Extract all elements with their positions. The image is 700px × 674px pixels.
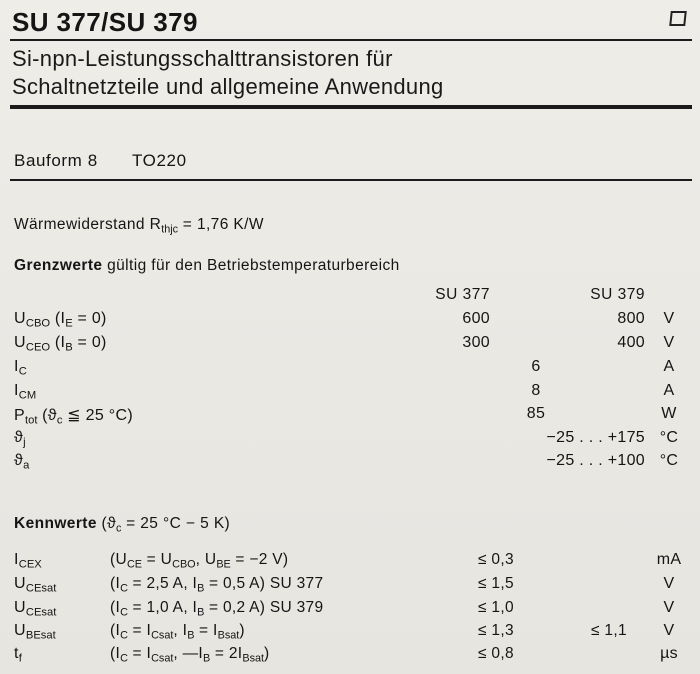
- param-symbol: $U_{BEsat}$: [14, 622, 56, 642]
- subtitle-line-2: Schaltnetzteile und allgemeine Anwendung: [12, 74, 444, 99]
- kennwerte-heading: [14, 515, 230, 534]
- value-shared: 8: [531, 382, 541, 399]
- value-su377: 300: [462, 334, 490, 351]
- page-title: SU 377/SU 379: [12, 7, 198, 37]
- divider: [10, 179, 692, 181]
- grenzwerte-heading-bold: Grenzwerte: [14, 257, 103, 274]
- grenzwerte-heading-rest: gültig für den Betriebstemperaturbereich: [102, 257, 400, 274]
- kennwerte-heading-rest: ($ϑ_c = 25$ °C − 5 K): [96, 515, 231, 535]
- value-shared: 85: [526, 405, 546, 422]
- param-symbol: $U_{CEO}$ $(I_B = 0)$: [14, 334, 107, 354]
- test-condition: ($I_C = I_{Csat}$, $—I_B = 2I_{Bsat}$): [110, 645, 270, 665]
- param-symbol: $ϑ_a$: [14, 452, 30, 472]
- subtitle-line-1: Si-npn-Leistungsschalttransistoren für: [12, 46, 393, 71]
- unit-label: A: [663, 382, 675, 399]
- value-range: −25 . . . +100: [546, 452, 645, 469]
- test-condition: ($I_C = I_{Csat}$, $I_B = I_{Bsat}$): [110, 622, 245, 642]
- unit-label: V: [663, 334, 675, 351]
- unit-label: °C: [659, 452, 679, 469]
- test-condition: ($I_C = 1,0$ A, $I_B = 0,2$ A) SU 379: [110, 599, 324, 619]
- column-header-su379: SU 379: [590, 286, 645, 303]
- table-row: [0, 405, 700, 427]
- value-su377: 600: [462, 310, 490, 327]
- unit-label: V: [663, 310, 675, 327]
- table-row: [0, 382, 700, 404]
- unit-label: A: [663, 358, 675, 375]
- table-row: [0, 310, 700, 332]
- divider-thick: [10, 105, 692, 109]
- column-header-su377: SU 377: [435, 286, 490, 303]
- unit-label: mA: [656, 551, 682, 568]
- unit-label: V: [663, 599, 675, 616]
- bauform-row: [14, 151, 187, 171]
- param-symbol: $t_f$: [14, 645, 22, 665]
- limit-value-1: ≤ 1,5: [478, 575, 514, 592]
- table-row: [0, 622, 700, 644]
- bauform-value: TO220: [132, 151, 187, 170]
- table-row: [0, 452, 700, 474]
- table-row: [0, 429, 700, 451]
- table-row: [0, 358, 700, 380]
- test-condition: ($I_C = 2,5$ A, $I_B = 0,5$ A) SU 377: [110, 575, 324, 595]
- param-symbol: $I_{CM}$: [14, 382, 37, 402]
- param-symbol: $I_{CEX}$: [14, 551, 42, 571]
- param-symbol: $U_{CEsat}$: [14, 575, 57, 595]
- divider: [10, 39, 692, 41]
- thermal-resistance-line: Wärmewiderstand $R_{thjc} = 1,76$ K/W: [14, 216, 264, 236]
- limit-value-1: ≤ 0,3: [478, 551, 514, 568]
- param-symbol: $ϑ_j$: [14, 429, 26, 449]
- param-symbol: $U_{CEsat}$: [14, 599, 57, 619]
- table-row: [0, 575, 700, 597]
- limit-value-1: ≤ 1,0: [478, 599, 514, 616]
- limit-value-2: ≤ 1,1: [591, 622, 627, 639]
- table-row: [0, 334, 700, 356]
- param-symbol: $U_{CBO}$ $(I_E = 0)$: [14, 310, 107, 330]
- unit-label: V: [663, 622, 675, 639]
- unit-label: W: [661, 405, 677, 422]
- unit-label: V: [663, 575, 675, 592]
- unit-label: °C: [659, 429, 679, 446]
- value-shared: 6: [531, 358, 541, 375]
- kennwerte-heading-bold: Kennwerte: [14, 515, 97, 532]
- table-row: [0, 599, 700, 621]
- table-row: [0, 551, 700, 573]
- grenzwerte-heading: [14, 257, 400, 275]
- value-range: −25 . . . +175: [546, 429, 645, 446]
- value-su379: 800: [617, 310, 645, 327]
- param-symbol: $P_{tot}$ ($ϑ_c$ ≦ 25 °C): [14, 407, 133, 427]
- table-row: [0, 645, 700, 667]
- page-marker-box-icon: [669, 11, 687, 26]
- limit-value-1: ≤ 0,8: [478, 645, 514, 662]
- unit-label: µs: [660, 645, 678, 662]
- test-condition: ($U_{CE} = U_{CBO}$, $U_{BE} = -2$ V): [110, 551, 289, 571]
- param-symbol: $I_C$: [14, 358, 27, 378]
- value-su379: 400: [617, 334, 645, 351]
- bauform-label: Bauform 8: [14, 151, 98, 170]
- limit-value-1: ≤ 1,3: [478, 622, 514, 639]
